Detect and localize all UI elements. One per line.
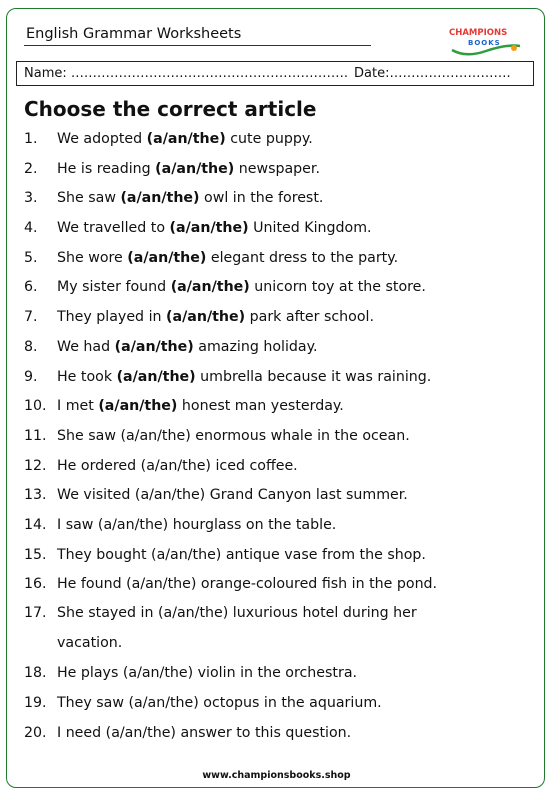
question-number: 4.	[24, 220, 38, 237]
question-suffix: orange-coloured fish in the pond.	[196, 576, 438, 593]
question-item	[24, 128, 539, 158]
question-prefix: I need	[57, 724, 106, 741]
question-prefix: He plays	[57, 665, 123, 682]
question-number: 17.	[24, 605, 47, 622]
question-prefix: I met	[57, 398, 99, 415]
question-suffix: newspaper.	[234, 160, 320, 177]
question-item	[24, 336, 539, 366]
question-text	[57, 692, 539, 722]
date-field[interactable]: Date:……………………….	[354, 66, 511, 81]
question-prefix: He ordered	[57, 457, 141, 474]
question-text	[57, 247, 539, 277]
question-item	[24, 484, 539, 514]
question-text	[57, 276, 539, 306]
question-text	[57, 662, 539, 692]
question-item	[24, 247, 539, 277]
champions-books-logo	[446, 24, 524, 58]
article-choice: (a/an/the)	[140, 457, 211, 474]
question-suffix: answer to this question.	[175, 724, 352, 741]
article-choice: (a/an/the)	[169, 220, 249, 237]
article-choice: (a/an/the)	[126, 576, 197, 593]
question-suffix: elegant dress to the party.	[206, 249, 399, 266]
question-number: 10.	[24, 398, 47, 415]
article-choice: (a/an/the)	[170, 279, 250, 296]
article-choice: (a/an/the)	[151, 546, 222, 563]
article-choice: (a/an/the)	[97, 516, 169, 533]
question-suffix: cute puppy.	[225, 131, 313, 147]
question-item	[24, 187, 539, 217]
section-title: Choose the correct article	[24, 97, 317, 121]
question-prefix: He is reading	[57, 160, 156, 177]
question-number: 8.	[24, 338, 38, 355]
article-choice: (a/an/the)	[157, 605, 229, 622]
question-suffix: enormous whale in the ocean.	[190, 427, 410, 444]
question-text	[57, 484, 539, 514]
question-number: 5.	[24, 249, 38, 266]
question-suffix: iced coffee.	[210, 457, 298, 474]
question-item	[24, 599, 539, 658]
question-number: 6.	[24, 279, 38, 296]
header-title: English Grammar Worksheets	[26, 26, 242, 42]
question-prefix: She wore	[57, 249, 128, 266]
question-prefix: We adopted	[57, 131, 147, 147]
question-prefix: She saw	[57, 427, 121, 444]
article-choice: (a/an/the)	[155, 160, 235, 177]
question-number: 16.	[24, 576, 47, 593]
logo-line1: CHAMPIONS	[449, 28, 508, 38]
question-number: 13.	[24, 487, 47, 504]
article-choice: (a/an/the)	[114, 338, 194, 355]
question-number: 3.	[24, 190, 38, 207]
question-number: 15.	[24, 546, 47, 563]
question-number: 18.	[24, 665, 47, 682]
question-item	[24, 514, 539, 544]
question-item	[24, 544, 539, 574]
question-suffix: amazing holiday.	[193, 338, 318, 355]
question-text	[57, 544, 539, 574]
question-suffix: owl in the forest.	[199, 190, 324, 207]
question-text	[57, 425, 539, 455]
question-suffix: umbrella because it was raining.	[195, 368, 432, 385]
article-choice: (a/an/the)	[120, 427, 191, 444]
question-item	[24, 366, 539, 396]
question-prefix: We visited	[57, 487, 135, 504]
question-suffix: luxurious hotel during her	[228, 605, 417, 622]
article-choice: (a/an/the)	[146, 131, 226, 147]
question-list	[24, 128, 539, 751]
question-text	[57, 217, 539, 247]
article-choice: (a/an/the)	[116, 368, 196, 385]
question-suffix: antique vase from the shop.	[221, 546, 426, 563]
question-suffix: octopus in the aquarium.	[198, 695, 382, 712]
question-prefix: He took	[57, 368, 117, 385]
question-text	[57, 128, 539, 158]
question-number: 7.	[24, 309, 38, 326]
logo-swoosh-icon	[446, 24, 524, 58]
question-item	[24, 692, 539, 722]
question-text	[57, 395, 539, 425]
question-continuation: vacation.	[57, 634, 123, 651]
question-item	[24, 306, 539, 336]
question-suffix: unicorn toy at the store.	[249, 279, 426, 296]
question-item	[24, 722, 539, 752]
article-choice: (a/an/the)	[128, 695, 199, 712]
logo-line2: BOOKS	[468, 39, 501, 47]
question-item	[24, 395, 539, 425]
question-item	[24, 425, 539, 455]
question-prefix: They played in	[57, 309, 167, 326]
question-item	[24, 662, 539, 692]
question-item	[24, 158, 539, 188]
footer-url[interactable]: www.championsbooks.shop	[202, 770, 351, 781]
question-suffix: violin in the orchestra.	[193, 665, 358, 682]
question-item	[24, 455, 539, 485]
question-suffix: hourglass on the table.	[168, 516, 337, 533]
question-prefix: He found	[57, 576, 127, 593]
question-text	[57, 599, 539, 658]
article-choice: (a/an/the)	[120, 190, 200, 207]
question-item	[24, 217, 539, 247]
question-number: 12.	[24, 457, 47, 474]
question-text	[57, 455, 539, 485]
question-suffix: park after school.	[245, 309, 374, 326]
article-choice: (a/an/the)	[134, 487, 206, 504]
question-number: 14.	[24, 516, 47, 533]
svg-text:CHAMPIONS	[449, 28, 507, 38]
question-suffix: United Kingdom.	[248, 220, 372, 237]
question-text	[57, 514, 539, 544]
question-prefix: They saw	[57, 695, 129, 712]
question-prefix: We had	[57, 338, 115, 355]
question-prefix: My sister found	[57, 279, 171, 296]
article-choice: (a/an/the)	[122, 665, 194, 682]
question-text	[57, 336, 539, 366]
question-text	[57, 187, 539, 217]
header-underline	[24, 45, 371, 46]
question-number: 2.	[24, 160, 38, 177]
article-choice: (a/an/the)	[127, 249, 207, 266]
question-text	[57, 722, 539, 752]
question-prefix: I saw	[57, 516, 98, 533]
question-item	[24, 276, 539, 306]
article-choice: (a/an/the)	[166, 309, 246, 326]
question-prefix: We travelled to	[57, 220, 170, 237]
question-prefix: They bought	[57, 546, 152, 563]
question-text	[57, 366, 539, 396]
name-field[interactable]: Name: ……………………………………………………….	[24, 66, 348, 81]
question-number: 19.	[24, 695, 47, 712]
question-number: 1.	[24, 131, 38, 147]
question-number: 9.	[24, 368, 38, 385]
question-suffix: honest man yesterday.	[177, 398, 344, 415]
question-number: 11.	[24, 427, 47, 444]
question-text	[57, 158, 539, 188]
question-text	[57, 306, 539, 336]
question-number: 20.	[24, 724, 47, 741]
question-prefix: She saw	[57, 190, 121, 207]
question-suffix: Grand Canyon last summer.	[205, 487, 408, 504]
question-prefix: She stayed in	[57, 605, 158, 622]
article-choice: (a/an/the)	[105, 724, 176, 741]
article-choice: (a/an/the)	[98, 398, 178, 415]
